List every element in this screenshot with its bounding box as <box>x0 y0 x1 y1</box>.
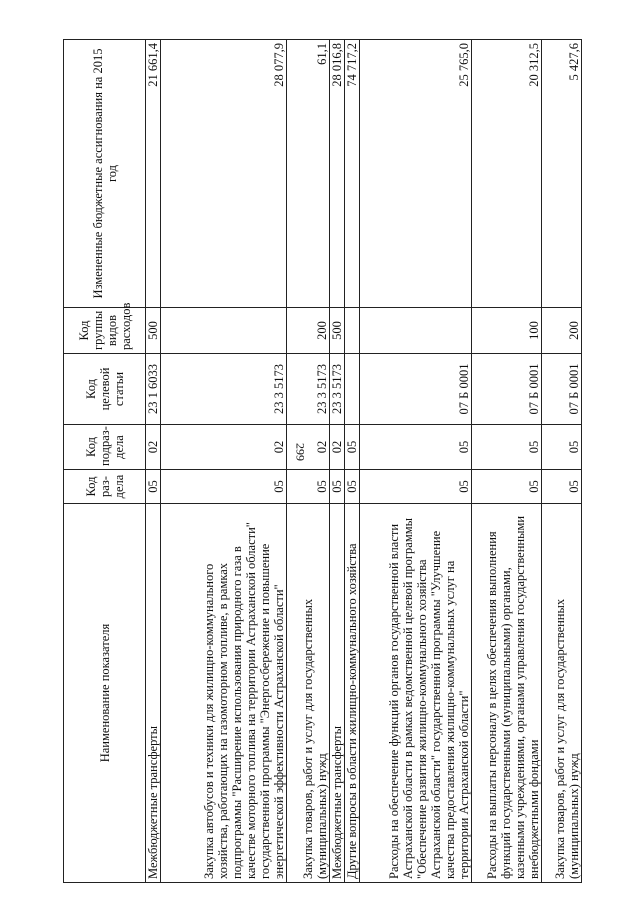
header-podrazdel: Код подраз-дела <box>64 425 146 470</box>
table-body <box>146 40 582 883</box>
cell-razdel: 05 <box>330 470 345 504</box>
cell-razdel: 05 <box>345 470 360 504</box>
header-sum: Измененные бюджетные ассигнования на 2015 год <box>64 40 146 308</box>
table-row <box>146 40 161 883</box>
header-razdel: Код раз-дела <box>64 470 146 504</box>
cell-sum: 74 717,2 <box>345 40 360 308</box>
cell-sum: 28 016,8 <box>330 40 345 308</box>
cell-vr <box>161 308 287 354</box>
cell-sum: 61,1 <box>287 40 330 308</box>
table-row <box>345 40 360 883</box>
cell-name: Закупка товаров, работ и услуг для государственных (муниципальных) нужд <box>287 504 330 883</box>
cell-podrazdel: 02 <box>161 425 287 470</box>
cell-podrazdel: 05 <box>472 425 542 470</box>
budget-table <box>63 39 582 883</box>
header-csr: Код целевой статьи <box>64 354 146 425</box>
header-name: Наименование показателя <box>64 504 146 883</box>
cell-csr: 23 3 5173 <box>287 354 330 425</box>
cell-name: Закупка товаров, работ и услуг для государственных (муниципальных) нужд <box>542 504 582 883</box>
table-row <box>330 40 345 883</box>
cell-razdel: 05 <box>360 470 472 504</box>
cell-name: Другие вопросы в области жилищно-коммунального хозяйства <box>345 504 360 883</box>
cell-razdel: 05 <box>472 470 542 504</box>
header-row <box>64 40 146 883</box>
page-number: 299 <box>293 443 308 461</box>
cell-vr <box>345 308 360 354</box>
cell-podrazdel: 05 <box>360 425 472 470</box>
cell-csr: 23 3 5173 <box>161 354 287 425</box>
cell-sum: 20 312,5 <box>472 40 542 308</box>
cell-name: Межбюджетные трансферты <box>146 504 161 883</box>
cell-podrazdel: 02 <box>146 425 161 470</box>
cell-name: Расходы на обеспечение функций органов государственной власти Астраханской области в рамках ведомственной целевой программы "Обеспечение развития жилищно-коммунального хозяйства Астраханской области" государственной программы "Улучшение качества предоставления жилищно-коммунальных услуг на территории Астраханской области" <box>360 504 472 883</box>
table-header <box>64 40 146 883</box>
cell-podrazdel: 05 <box>542 425 582 470</box>
cell-podrazdel: 02 <box>287 425 330 470</box>
cell-sum: 25 765,0 <box>360 40 472 308</box>
cell-vr: 500 <box>146 308 161 354</box>
table-row <box>161 40 287 883</box>
cell-name: Закупка автобусов и техники для жилищно-коммунального хозяйства, работающих на газомоторном топливе, в рамках подпрограммы "Расширение использования природного газа в качестве моторного топлива на территории Астраханской области" государственной программы "Энергосбережение и повышение энергетической эффективности Астраханской области" <box>161 504 287 883</box>
cell-sum: 28 077,9 <box>161 40 287 308</box>
cell-csr: 07 Б 0001 <box>542 354 582 425</box>
cell-razdel: 05 <box>161 470 287 504</box>
cell-vr: 200 <box>542 308 582 354</box>
table-row <box>472 40 542 883</box>
header-vr: Код группы видов расходов <box>64 308 146 354</box>
cell-podrazdel: 05 <box>345 425 360 470</box>
cell-csr: 23 1 6033 <box>146 354 161 425</box>
cell-vr: 500 <box>330 308 345 354</box>
cell-csr: 07 Б 0001 <box>472 354 542 425</box>
table-row <box>542 40 582 883</box>
cell-csr: 23 3 5173 <box>330 354 345 425</box>
cell-csr: 07 Б 0001 <box>360 354 472 425</box>
cell-name: Межбюджетные трансферты <box>330 504 345 883</box>
cell-vr: 200 <box>287 308 330 354</box>
cell-name: Расходы на выплаты персоналу в целях обеспечения выполнения функций государственными (муниципальными) органами, казенными учреждениями, органами управления государственными внебюджетными фондами <box>472 504 542 883</box>
cell-razdel: 05 <box>287 470 330 504</box>
cell-vr: 100 <box>472 308 542 354</box>
cell-razdel: 05 <box>542 470 582 504</box>
cell-podrazdel: 02 <box>330 425 345 470</box>
cell-vr <box>360 308 472 354</box>
table-row <box>360 40 472 883</box>
cell-sum: 5 427,6 <box>542 40 582 308</box>
table-row <box>287 40 330 883</box>
table-wrapper <box>63 40 581 883</box>
cell-csr <box>345 354 360 425</box>
cell-sum: 21 661,4 <box>146 40 161 308</box>
cell-razdel: 05 <box>146 470 161 504</box>
